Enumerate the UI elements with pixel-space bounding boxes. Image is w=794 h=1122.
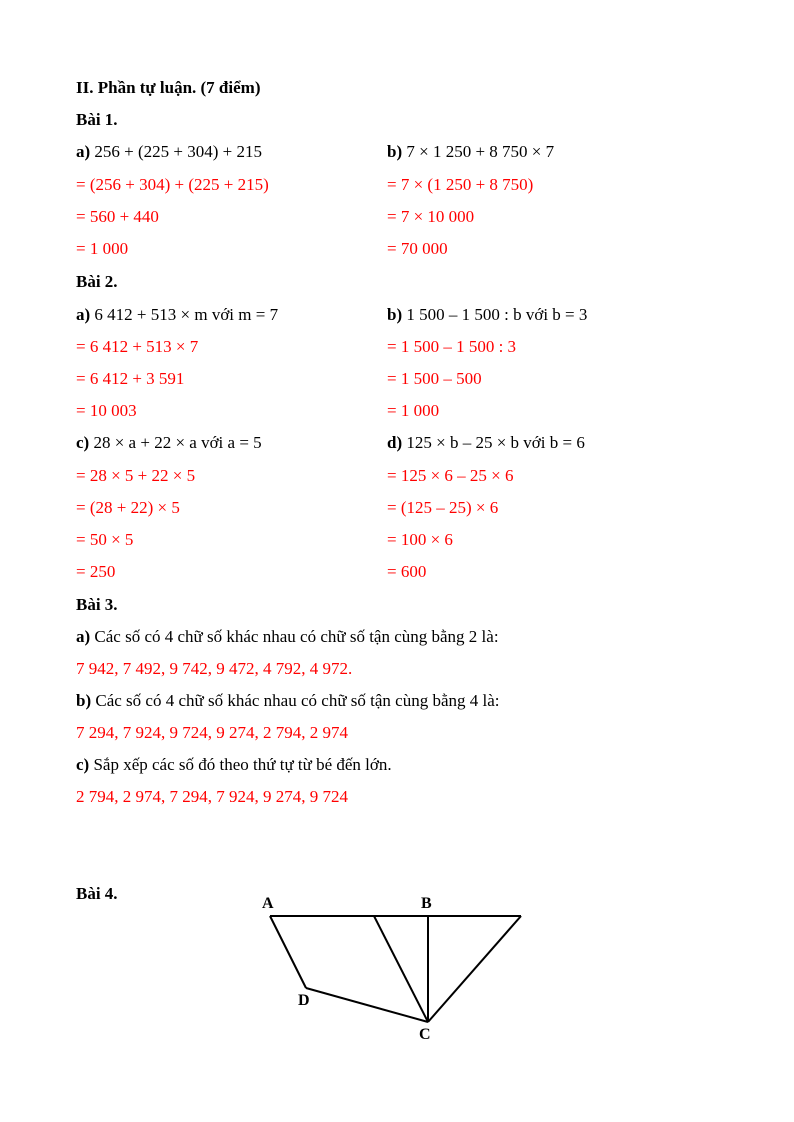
bai2-b-step: = 1 500 – 1 500 : 3 [387, 337, 517, 356]
label: c) [76, 755, 90, 774]
section-title: II. Phần tự luận. (7 điểm) [76, 78, 261, 97]
bai2-c-step: = (28 + 22) × 5 [76, 498, 180, 517]
label: b) [387, 305, 403, 324]
bai2-d-step: = 100 × 6 [387, 530, 453, 549]
label: a) [76, 305, 91, 324]
point-label-b: B [421, 895, 432, 912]
bai1-a-step: = 1 000 [76, 239, 129, 258]
bai3-b-answer: 7 294, 7 924, 9 724, 9 274, 2 794, 2 974 [76, 723, 348, 742]
bai4-title: Bài 4. [76, 884, 118, 903]
point-label-d: D [298, 992, 310, 1009]
point-label-c: C [419, 1026, 431, 1043]
expr: 125 × b – 25 × b với b = 6 [402, 433, 585, 452]
expr: 7 × 1 250 + 8 750 × 7 [402, 142, 555, 161]
bai2-c-step: = 28 × 5 + 22 × 5 [76, 466, 196, 485]
expr: 1 500 – 1 500 : b với b = 3 [402, 305, 588, 324]
bai1-b-step: = 70 000 [387, 239, 448, 258]
bai2-c-step: = 250 [76, 562, 116, 581]
segment-mid-c [374, 916, 428, 1022]
bai2-a-step: = 6 412 + 513 × 7 [76, 337, 199, 356]
bai2-c-step: = 50 × 5 [76, 530, 134, 549]
expr: 256 + (225 + 304) + 215 [90, 142, 263, 161]
bai2-b-step: = 1 000 [387, 401, 440, 420]
point-label-a: A [262, 895, 274, 912]
bai2-d-step: = 600 [387, 562, 427, 581]
label: b) [76, 691, 92, 710]
bai1-b-step: = 7 × 10 000 [387, 207, 475, 226]
bai2-a-step: = 10 003 [76, 401, 137, 420]
segment-ad [270, 916, 306, 988]
question-text: Sắp xếp các số đó theo thứ tự từ bé đến lớn. [89, 755, 392, 774]
bai2-d-step: = 125 × 6 – 25 × 6 [387, 466, 514, 485]
label: b) [387, 142, 403, 161]
label: a) [76, 627, 91, 646]
bai1-a-step: = (256 + 304) + (225 + 215) [76, 175, 269, 194]
bai2-a-step: = 6 412 + 3 591 [76, 369, 185, 388]
expr: 28 × a + 22 × a với a = 5 [89, 433, 262, 452]
bai1-b-step: = 7 × (1 250 + 8 750) [387, 175, 534, 194]
label: c) [76, 433, 90, 452]
bai3-a-answer: 7 942, 7 492, 9 742, 9 472, 4 792, 4 972. [76, 659, 353, 678]
bai2-title: Bài 2. [76, 272, 118, 291]
question-text: Các số có 4 chữ số khác nhau có chữ số tận cùng bằng 2 là: [90, 627, 499, 646]
bai3-c-answer: 2 794, 2 974, 7 294, 7 924, 9 274, 9 724 [76, 787, 348, 806]
bai2-b-step: = 1 500 – 500 [387, 369, 482, 388]
bai3-title: Bài 3. [76, 595, 118, 614]
segment-dc [306, 988, 428, 1022]
expr: 6 412 + 513 × m với m = 7 [90, 305, 279, 324]
bai1-a-step: = 560 + 440 [76, 207, 159, 226]
bai2-d-step: = (125 – 25) × 6 [387, 498, 499, 517]
label: d) [387, 433, 403, 452]
label: a) [76, 142, 91, 161]
bai1-title: Bài 1. [76, 110, 118, 129]
segment-right-c [428, 916, 521, 1022]
question-text: Các số có 4 chữ số khác nhau có chữ số tận cùng bằng 4 là: [91, 691, 500, 710]
